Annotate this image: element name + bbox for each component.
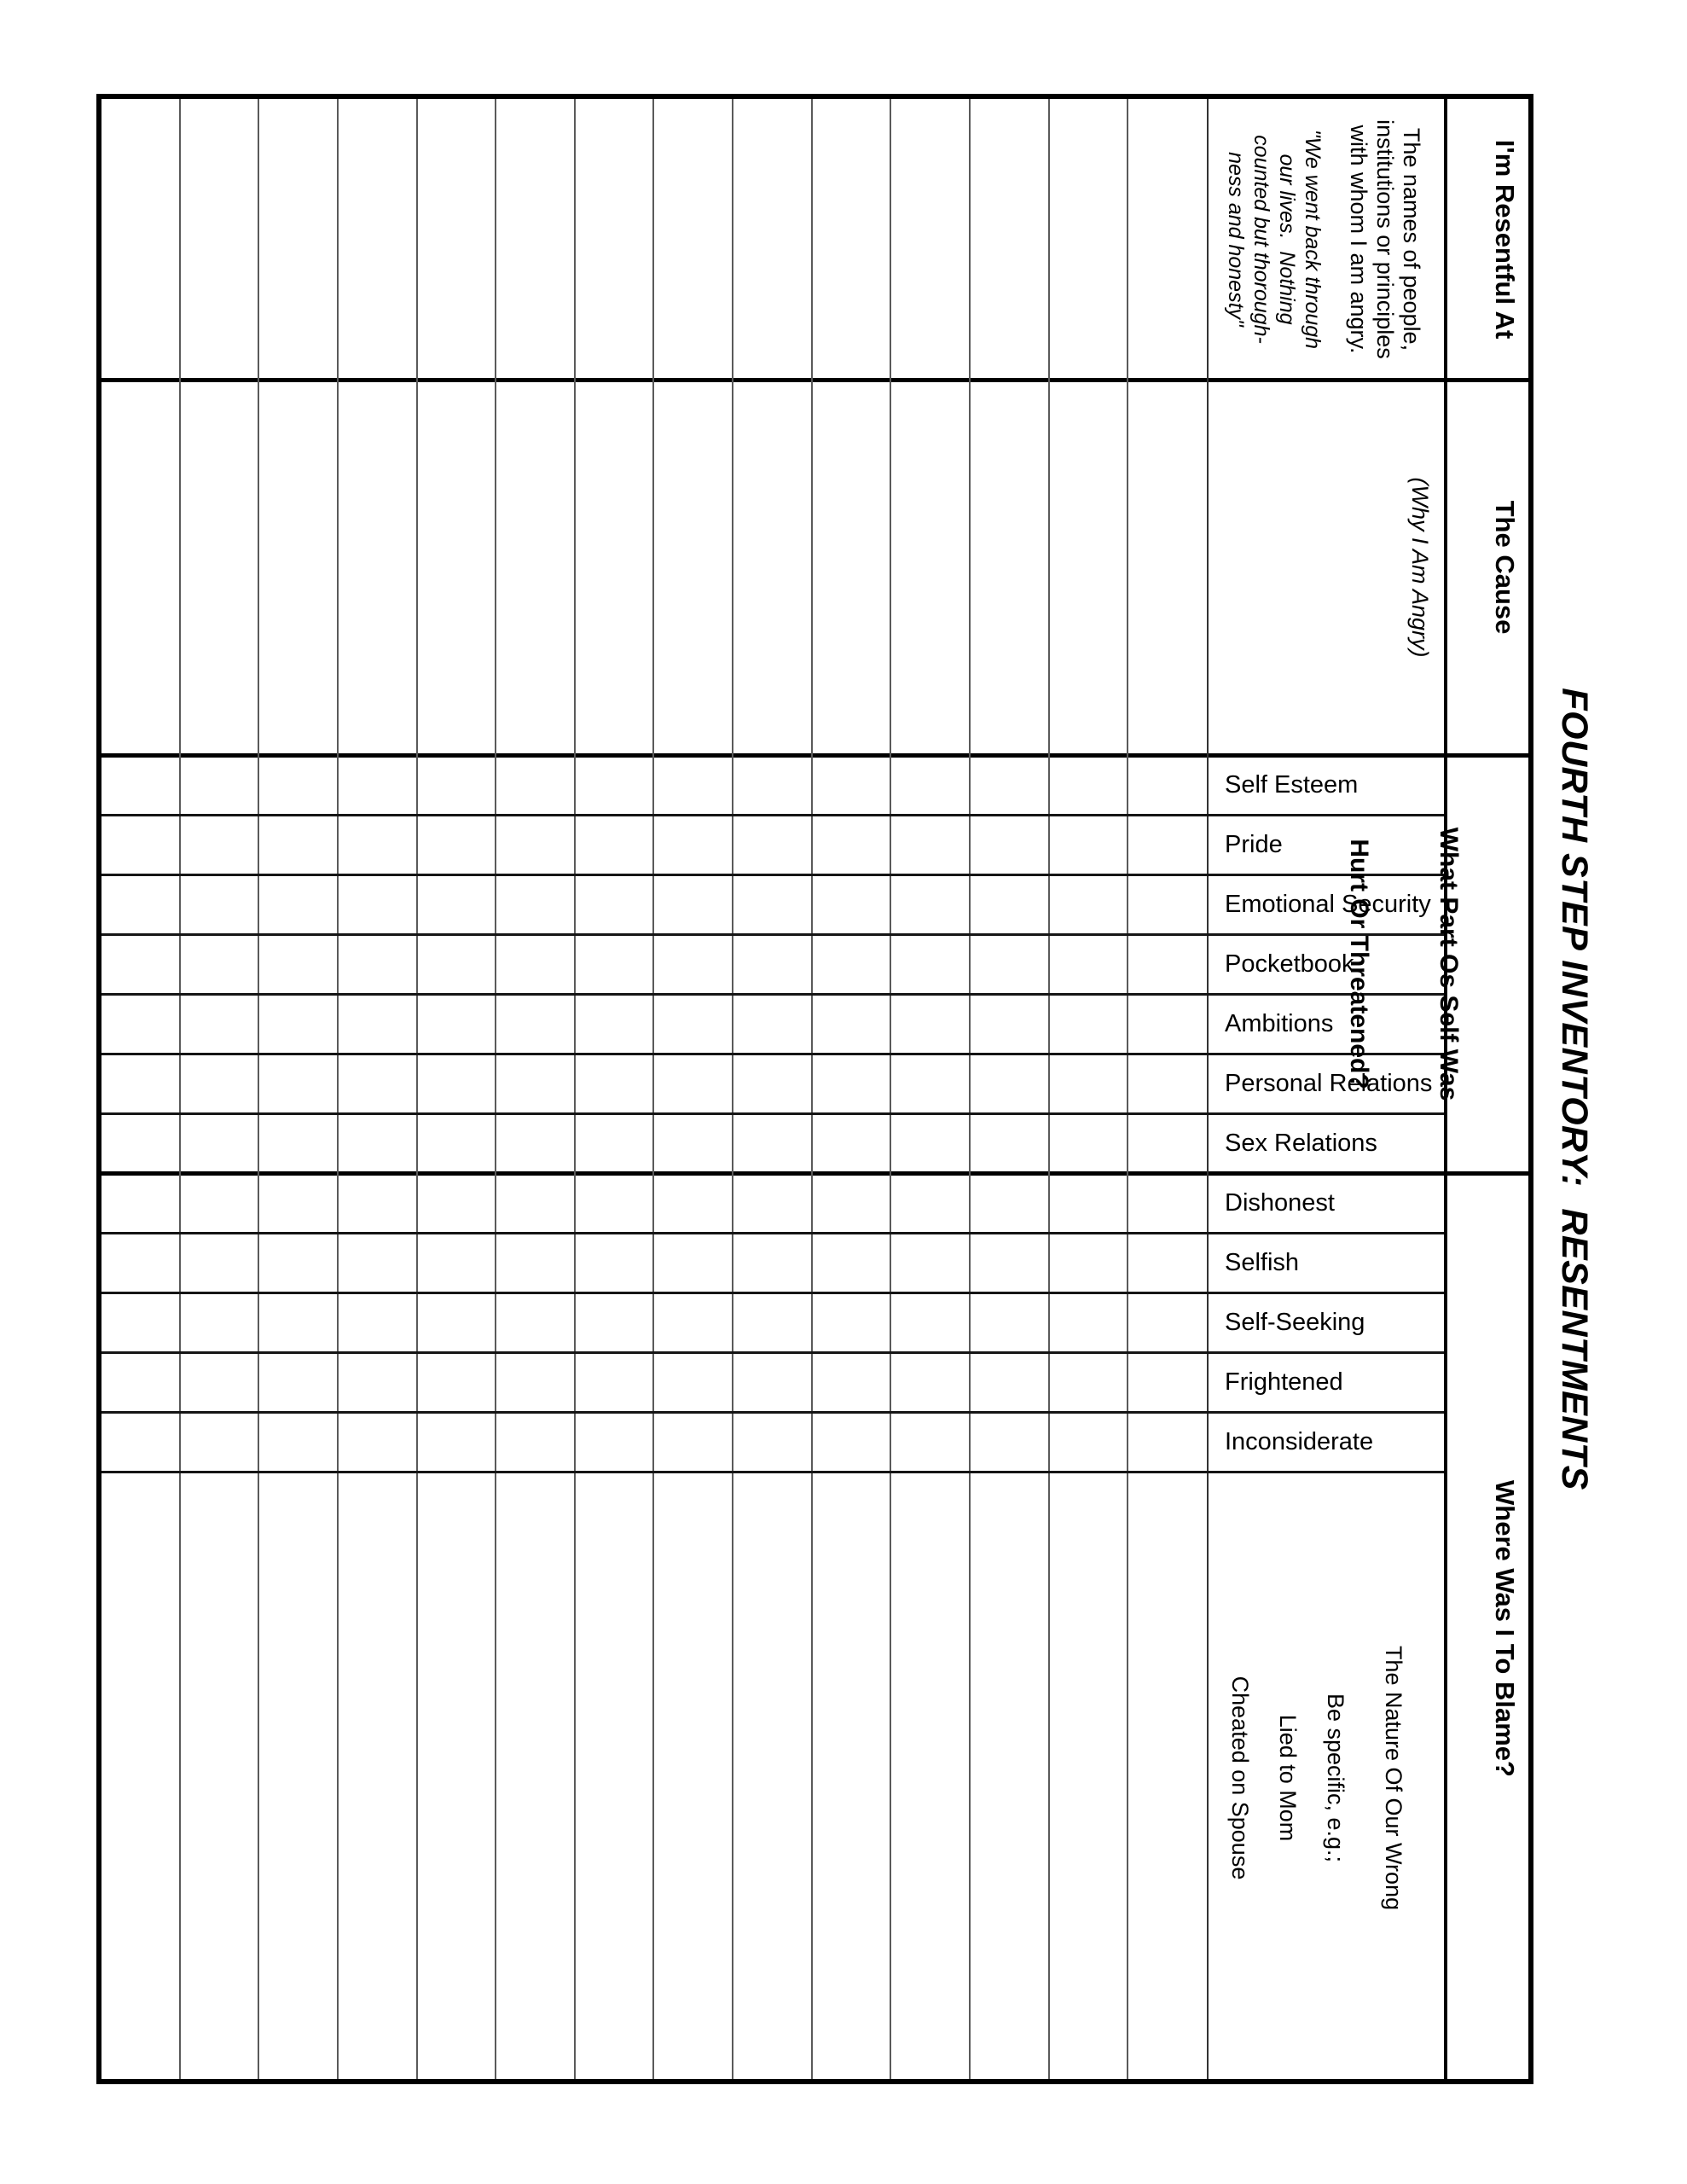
resentful-description [1345,99,1424,380]
sublabel-dishonest: Dishonest [1225,1189,1335,1217]
quote-line: ness and honesty" [1224,152,1248,327]
sublabel-self-seeking: Self-Seeking [1225,1309,1365,1336]
nature-of-wrong-note [1216,1472,1417,2084]
header-line: What Part Os Self Was [1435,827,1463,1101]
sublabel-inconsiderate: Inconsiderate [1225,1428,1374,1455]
sublabel-self-esteem: Self Esteem [1225,771,1359,799]
sublabel-ambitions: Ambitions [1225,1010,1334,1037]
description-line: institutions or principles [1372,119,1398,359]
column-header-resentful: I'm Resentful At [1490,139,1520,340]
form-title: FOURTH STEP INVENTORY: RESENTMENTS [1554,688,1595,1490]
grid-line [732,99,733,2079]
cause-note: (Why I Am Angry) [1407,477,1433,658]
sublabel-pride: Pride [1225,831,1283,858]
grid-line [1207,99,1209,2079]
grid-line [574,99,576,2079]
sublabel-emotional-security: Emotional Security [1225,891,1431,918]
grid-line [1127,99,1128,2079]
grid-line [1048,99,1050,2079]
column-header-where-was-i-to-blame: Where Was I To Blame? [1490,1480,1520,1777]
column-header-cause: The Cause [1490,500,1520,635]
quote-line: "We went back through [1301,129,1325,350]
sublabel-frightened: Frightened [1225,1368,1343,1396]
grid-line [416,99,418,2079]
header-line: Hurt Or Threatened? [1345,839,1373,1089]
quote-line: our lives. Nothing [1275,154,1299,325]
sublabel-sex-relations: Sex Relations [1225,1130,1377,1157]
sublabel-pocketbook: Pocketbook [1225,950,1354,978]
sublabel-personal-relations: Personal Relations [1225,1070,1433,1097]
grid-line [179,99,181,2079]
grid-line [890,99,891,2079]
grid-line [811,99,813,2079]
grid-line [337,99,339,2079]
nature-line: Lied to Mom [1275,1714,1301,1842]
description-line: with whom I am angry. [1346,125,1371,354]
big-book-quote [1223,99,1325,380]
nature-line: Be specific, e.g.; [1323,1693,1348,1863]
quote-line: counted but thorough- [1249,135,1273,344]
sublabel-selfish: Selfish [1225,1249,1300,1276]
grid-line [495,99,496,2079]
grid-line [652,99,654,2079]
grid-line [969,99,971,2079]
grid-line [258,99,259,2079]
nature-line: The Nature Of Our Wrong [1381,1645,1406,1911]
nature-line: Cheated on Spouse [1227,1676,1253,1880]
description-line: The names of people, [1399,127,1424,351]
